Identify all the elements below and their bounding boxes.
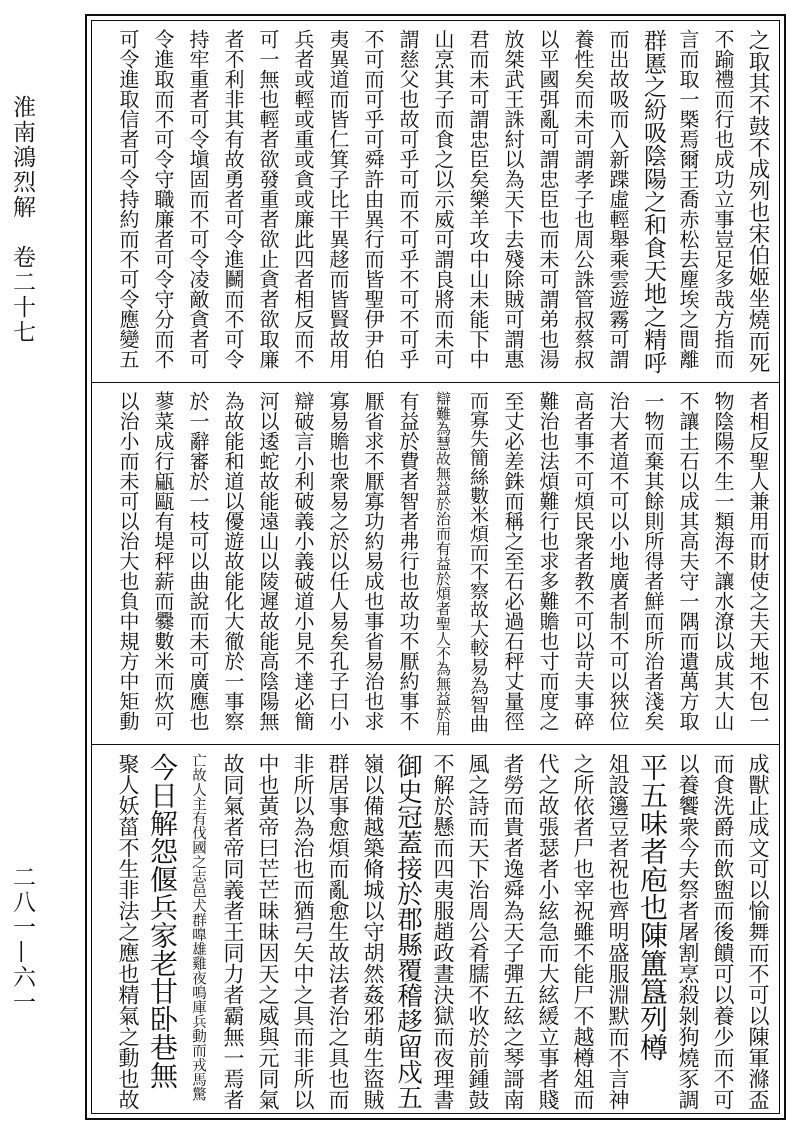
text-column: 河以逶蛇故能遠山以陵遲故能高陰陽無	[256, 391, 280, 731]
text-column: 治大者道不可以小地廣者制不可以狹位	[606, 391, 630, 731]
text-column: 御史冠蓋接於郡縣覆稽趍留戍五	[393, 753, 423, 1110]
text-column: 養性矣而未可謂孝子也周公誅管叔蔡叔	[571, 29, 595, 369]
text-column: 不讓土石以成其高夫守一隅而遺萬方取	[676, 391, 700, 731]
page-frame-inner	[91, 20, 780, 1114]
text-column: 而食洗爵而飲盥而後饋可以養少而不可	[711, 753, 735, 1110]
margin-page-number: 二八一—六一	[9, 865, 35, 1015]
text-column: 不解於懸而四夷服趙政晝決獄而夜理書	[431, 753, 455, 1110]
text-column: 一物而棄其餘則所得者鮮而所治者淺矣	[641, 391, 665, 731]
text-column: 為故能和道以優遊故能化大徹於一事察	[221, 391, 245, 731]
text-column: 群居事愈煩而亂愈生故法者治之具也而	[326, 753, 350, 1110]
text-column: 亡故人主有伐國之志邑犬群嘷雄雞夜鳴庫兵動而戎馬驚	[190, 753, 206, 1101]
text-column: 物陰陽不生一類海不讓水潦以成其大山	[711, 391, 735, 731]
text-column: 持牢重者可令塡固而不可令凌敵貪者可	[186, 29, 210, 369]
text-column: 而寡失簡絲數米煩而不察故大較易為智曲	[467, 391, 489, 733]
text-column: 山烹其子而食之以示威可謂良將而未可	[431, 29, 455, 369]
text-column: 高者事不可煩民衆者教不可以苛夫事碎	[571, 391, 595, 731]
text-column: 以平國弭亂可謂忠臣也而未可謂弟也湯	[536, 29, 560, 369]
text-column: 聚人妖菑不生非法之應也精氣之動也故	[116, 753, 140, 1110]
text-column: 夷異道而皆仁箕子比干異趍而皆賢故用	[326, 29, 350, 369]
text-column: 者不利非其有故勇者可令進鬭而不可令	[221, 29, 245, 369]
text-column: 至丈必差銖而稱之至石必過石秤丈量徑	[501, 391, 525, 731]
text-column: 辯破言小利破義小義破道小見不達必簡	[291, 391, 315, 731]
text-column: 以養饗衆今夫祭者屠割烹殺剝狗燒豕調	[676, 753, 700, 1110]
text-column: 中也黃帝曰芒芒昧昧因天之威與元同氣	[256, 753, 280, 1110]
text-column: 之所依者尸也宰祝雖不能尸不越樽俎而	[571, 753, 595, 1110]
text-column: 蓼菜成行甂甌有堤秤薪而爨數米而炊可	[151, 391, 175, 731]
text-column: 風之詩而天下治周公肴臑不收於前鍾鼓	[466, 753, 490, 1110]
text-column: 言而取一槩焉爾王喬赤松去塵埃之間離	[676, 29, 700, 369]
text-column: 以治小而未可以治大也負中規方中矩動	[116, 391, 140, 731]
text-column: 故同氣者帝同義者王同力者霸無一焉者	[221, 753, 245, 1110]
text-column: 不踰禮而行也成功立事豈足多哉方指而	[711, 29, 735, 369]
text-column: 代之故張瑟者小絃急而大絃緩立事者賤	[536, 753, 560, 1110]
text-column: 而出故吸而入新蹀虛輕舉乘雲遊霧可謂	[606, 29, 630, 369]
text-column: 可一無也輕者欲發重者欲止貪者欲取廉	[256, 29, 280, 369]
text-column: 厭省求不厭寡功約易成也事省易治也求	[361, 391, 385, 731]
text-column: 成獸止成文可以愉舞而不可以陳軍滌盃	[746, 753, 770, 1110]
text-column: 者相反聖人兼用而財使之夫天地不包一	[746, 391, 770, 731]
text-column: 放桀武王誅紂以為天下去殘除賊可謂惠	[501, 29, 525, 369]
text-column: 兵者或輕或重或貪或廉此四者相反而不	[291, 29, 315, 369]
text-column: 嶺以備越築脩城以守胡然姦邪萌生盜賊	[361, 753, 385, 1110]
text-panel-top	[92, 21, 779, 382]
text-column: 平五味者庖也陳簠簋列樽	[636, 753, 669, 1061]
text-column: 君而未可謂忠臣矣樂羊攻中山未能下中	[466, 29, 490, 369]
text-column: 之取其不鼓不成列也宋伯姬坐燒而死	[745, 29, 770, 373]
text-column: 者勞而貴者逸舜為天子彈五絃之琴謌南	[501, 753, 525, 1110]
text-column: 今日解怨偃兵家老甘卧巷無	[146, 753, 179, 1089]
margin-title: 淮南鴻烈解 卷二十七	[9, 95, 35, 345]
text-panel-middle	[92, 382, 779, 744]
text-column: 辯難為慧故無益於治而有益於煩者聖人不為無益於用	[434, 391, 452, 736]
text-column: 謂慈父也故可乎可而不可乎不可不可乎	[396, 29, 420, 369]
page-frame	[85, 14, 786, 1120]
text-column: 群慝之紛吸陰陽之和食天地之精呼	[640, 29, 666, 374]
text-panel-bottom	[92, 744, 779, 1117]
text-column: 令進取而不可令守職廉者可令守分而不	[151, 29, 175, 369]
text-column: 非所以為治也而猶弓矢中之具而非所以	[291, 753, 315, 1110]
text-column: 不可而可乎可舜許由異行而皆聖伊尹伯	[361, 29, 385, 369]
text-column: 俎設籩豆者祝也齊明盛服淵默而不言神	[606, 753, 630, 1110]
text-column: 有益於費者智者弗行也故功不厭約事不	[396, 391, 420, 731]
text-column: 於一辭審於一枝可以曲說而未可廣應也	[186, 391, 210, 731]
text-column: 寡易贍也衆易之於以任人易矣孔子曰小	[326, 391, 350, 731]
text-column: 難治也法煩難行也求多難贍也寸而度之	[536, 391, 560, 731]
text-column: 可令進取信者可令持約而不可令應變五	[116, 29, 140, 369]
